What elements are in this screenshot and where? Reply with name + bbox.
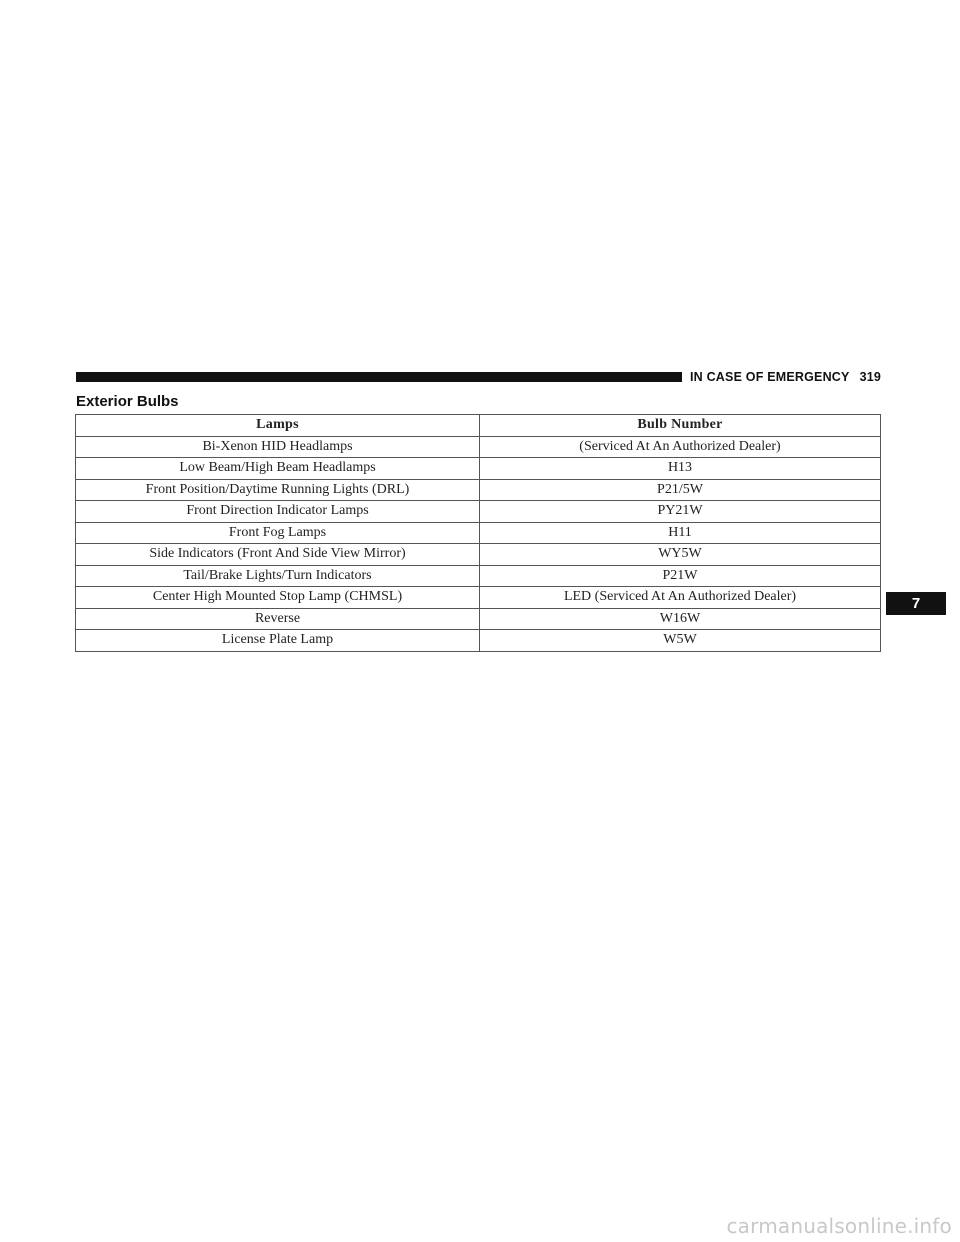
bulb-number-cell: (Serviced At An Authorized Dealer) <box>480 436 881 458</box>
bulb-number-cell: WY5W <box>480 544 881 566</box>
bulb-number-cell: P21W <box>480 565 881 587</box>
header-rule <box>76 372 682 382</box>
table-row <box>76 587 881 609</box>
bulb-table <box>75 414 881 652</box>
lamp-cell: Front Direction Indicator Lamps <box>76 501 480 523</box>
bulb-number-cell: PY21W <box>480 501 881 523</box>
lamp-cell: License Plate Lamp <box>76 630 480 652</box>
chapter-tab: 7 <box>886 592 946 615</box>
table-row <box>76 479 881 501</box>
lamp-cell: Front Position/Daytime Running Lights (DRL) <box>76 479 480 501</box>
bulb-number-cell: LED (Serviced At An Authorized Dealer) <box>480 587 881 609</box>
table-row <box>76 608 881 630</box>
column-header-lamps: Lamps <box>76 415 480 437</box>
header-section: IN CASE OF EMERGENCY <box>690 370 850 384</box>
page-number: 319 <box>859 370 882 384</box>
bulb-number-cell: H13 <box>480 458 881 480</box>
lamp-cell: Side Indicators (Front And Side View Mirror) <box>76 544 480 566</box>
table-row <box>76 436 881 458</box>
lamp-cell: Tail/Brake Lights/Turn Indicators <box>76 565 480 587</box>
table-row <box>76 565 881 587</box>
section-title: Exterior Bulbs <box>76 393 179 410</box>
table-row <box>76 630 881 652</box>
bulb-number-cell: W16W <box>480 608 881 630</box>
column-header-bulb-number: Bulb Number <box>480 415 881 437</box>
lamp-cell: Center High Mounted Stop Lamp (CHMSL) <box>76 587 480 609</box>
bulb-number-cell: P21/5W <box>480 479 881 501</box>
lamp-cell: Reverse <box>76 608 480 630</box>
lamp-cell: Bi-Xenon HID Headlamps <box>76 436 480 458</box>
bulb-number-cell: H11 <box>480 522 881 544</box>
table-row <box>76 544 881 566</box>
table-header-row <box>76 415 881 437</box>
bulb-number-cell: W5W <box>480 630 881 652</box>
lamp-cell: Low Beam/High Beam Headlamps <box>76 458 480 480</box>
watermark: carmanualsonline.info <box>726 1214 952 1238</box>
table-row <box>76 501 881 523</box>
table-row <box>76 522 881 544</box>
lamp-cell: Front Fog Lamps <box>76 522 480 544</box>
running-header <box>690 369 881 385</box>
table-row <box>76 458 881 480</box>
